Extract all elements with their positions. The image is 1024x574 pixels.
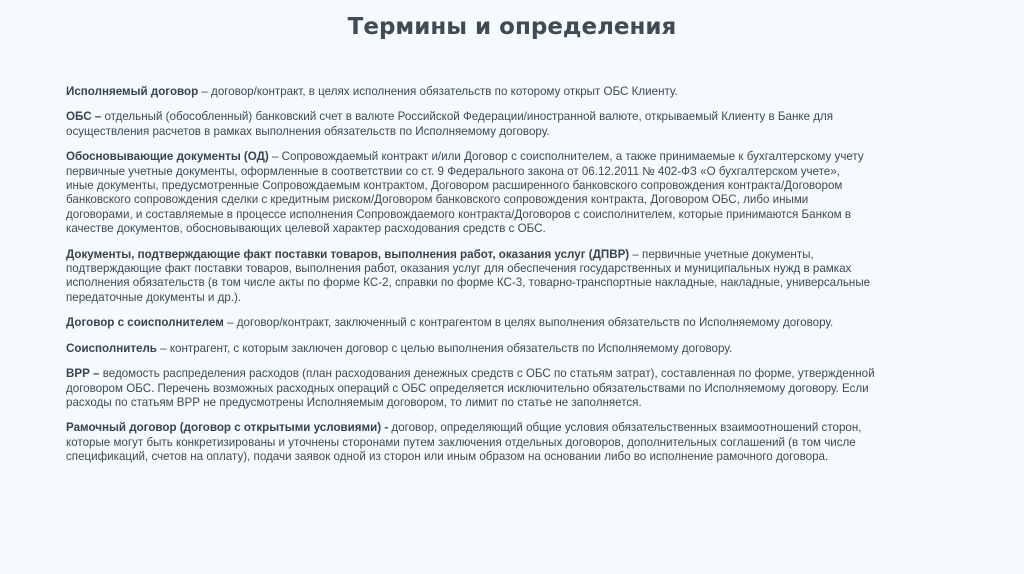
- definition-term: ВРР –: [66, 367, 100, 381]
- definition-text: ведомость распределения расходов (план расходования денежных средств с ОБС по статьям затрат), составленная по форме, утвержденной: [99, 367, 875, 381]
- definition-term: Документы, подтверждающие факт поставки товаров, выполнения работ, оказания услуг (ДПВР): [66, 247, 630, 261]
- definition-line: [66, 85, 966, 99]
- definition-text: передаточные документы и др.).: [66, 290, 242, 304]
- definition-line: [66, 193, 966, 207]
- definition-item: [66, 421, 966, 464]
- definition-line: [66, 179, 966, 193]
- definition-line: [66, 150, 966, 164]
- definition-line: [66, 316, 966, 330]
- definition-line: [66, 208, 966, 222]
- definition-text: первичные учетные документы, оформленные в соответствии со ст. 9 Федерального закона от 06.12.2011 № 402-ФЗ «О бухгалтерском учете»,: [66, 164, 840, 178]
- definition-term: Исполняемый договор: [66, 85, 199, 98]
- definition-line: [66, 165, 966, 179]
- definition-line: [66, 262, 966, 276]
- definition-text: подтверждающие факт поставки товаров, выполнения работ, оказания услуг для обеспечения государственных и муниципальных нужд в рамках: [66, 262, 852, 276]
- definition-line: [66, 396, 966, 410]
- definition-line: [66, 222, 966, 236]
- definition-text: иные документы, предусмотренные Сопровождаемым контрактом, Договором расширенного банковского сопровождения контракта/Договором: [66, 179, 843, 193]
- definition-term: Рамочный договор (договор с открытыми условиями) -: [66, 421, 389, 435]
- definition-line: [66, 276, 966, 290]
- definition-item: [66, 150, 966, 236]
- definition-line: [66, 421, 966, 435]
- definition-term: ОБС –: [66, 110, 102, 124]
- definition-line: [66, 450, 966, 464]
- definition-text: расходы по статьям ВРР не предусмотрены Исполняемым договором, то лимит по статье не заполняется.: [66, 395, 642, 409]
- definition-line: [66, 125, 966, 139]
- definition-line: [66, 110, 966, 124]
- definition-line: [66, 382, 966, 396]
- definition-text: договором ОБС. Перечень возможных расходных операций с ОБС определяется исключительно обязательствами по Исполняемому договору. Если: [66, 381, 869, 395]
- definition-item: [66, 85, 966, 99]
- definition-text: – договор/контракт, в целях исполнения обязательств по которому открыт ОБС Клиенту.: [198, 85, 678, 98]
- definition-text: осуществления расчетов в рамках выполнения обязательств по Исполняемому договору.: [66, 124, 550, 138]
- definition-item: [66, 110, 966, 139]
- definition-text: качестве документов, обосновывающих целевой характер расходования средств с ОБС.: [66, 222, 546, 236]
- definition-item: [66, 367, 966, 410]
- definition-text: – Сопровождаемый контракт и/или Договор с соисполнителем, а также принимаемые к бухгалтерскому учету: [268, 150, 864, 164]
- definition-text: спецификаций, счетов на оплату), подачи заявок одной из сторон или иным образом на основании либо во исполнение рамочного договора.: [66, 450, 829, 464]
- definition-text: – договор/контракт, заключенный с контрагентом в целях выполнения обязательств по Исполняемому договору.: [223, 316, 834, 330]
- definition-text: отдельный (обособленный) банковский счет в валюте Российской Федерации/иностранной валюте, открываемый Клиенту в Банке для: [101, 110, 834, 124]
- definitions-list: [66, 85, 966, 476]
- definition-text: банковского сопровождения сделки с кредитным риском/Договором банковского сопровождения контракта, Договором ОБС, либо иными: [66, 193, 809, 207]
- definition-text: исполнения обязательств (в том числе акты по форме КС-2, справки по форме КС-3, товарно-транспортные накладные, накладные, универсальные: [66, 276, 871, 290]
- definition-term: Договор с соисполнителем: [66, 316, 224, 330]
- definition-term: Соисполнитель: [66, 341, 157, 355]
- definition-term: Обосновывающие документы (ОД): [66, 150, 269, 164]
- page-title: Термины и определения: [347, 14, 677, 40]
- definition-text: договор, определяющий общие условия обязательственных взаимоотношений сторон,: [388, 421, 862, 435]
- definition-line: [66, 436, 966, 450]
- definition-text: которые могут быть конкретизированы и уточнены сторонами путем заключения отдельных договоров, дополнительных соглашений (в том числе: [66, 435, 856, 449]
- definition-item: [66, 248, 966, 306]
- definition-line: [66, 248, 966, 262]
- definition-line: [66, 367, 966, 381]
- definition-text: – первичные учетные документы,: [629, 247, 814, 261]
- definition-line: [66, 291, 966, 305]
- definition-item: [66, 316, 966, 330]
- definition-line: [66, 342, 966, 356]
- definition-text: – контрагент, с которым заключен договор с целью выполнения обязательств по Исполняемому договору.: [156, 341, 733, 355]
- definition-text: договорами, и составляемые в процессе исполнения Сопровождаемого контракта/Договоров с соисполнителем, которые принимаются Банком в: [66, 207, 851, 221]
- definition-item: [66, 342, 966, 356]
